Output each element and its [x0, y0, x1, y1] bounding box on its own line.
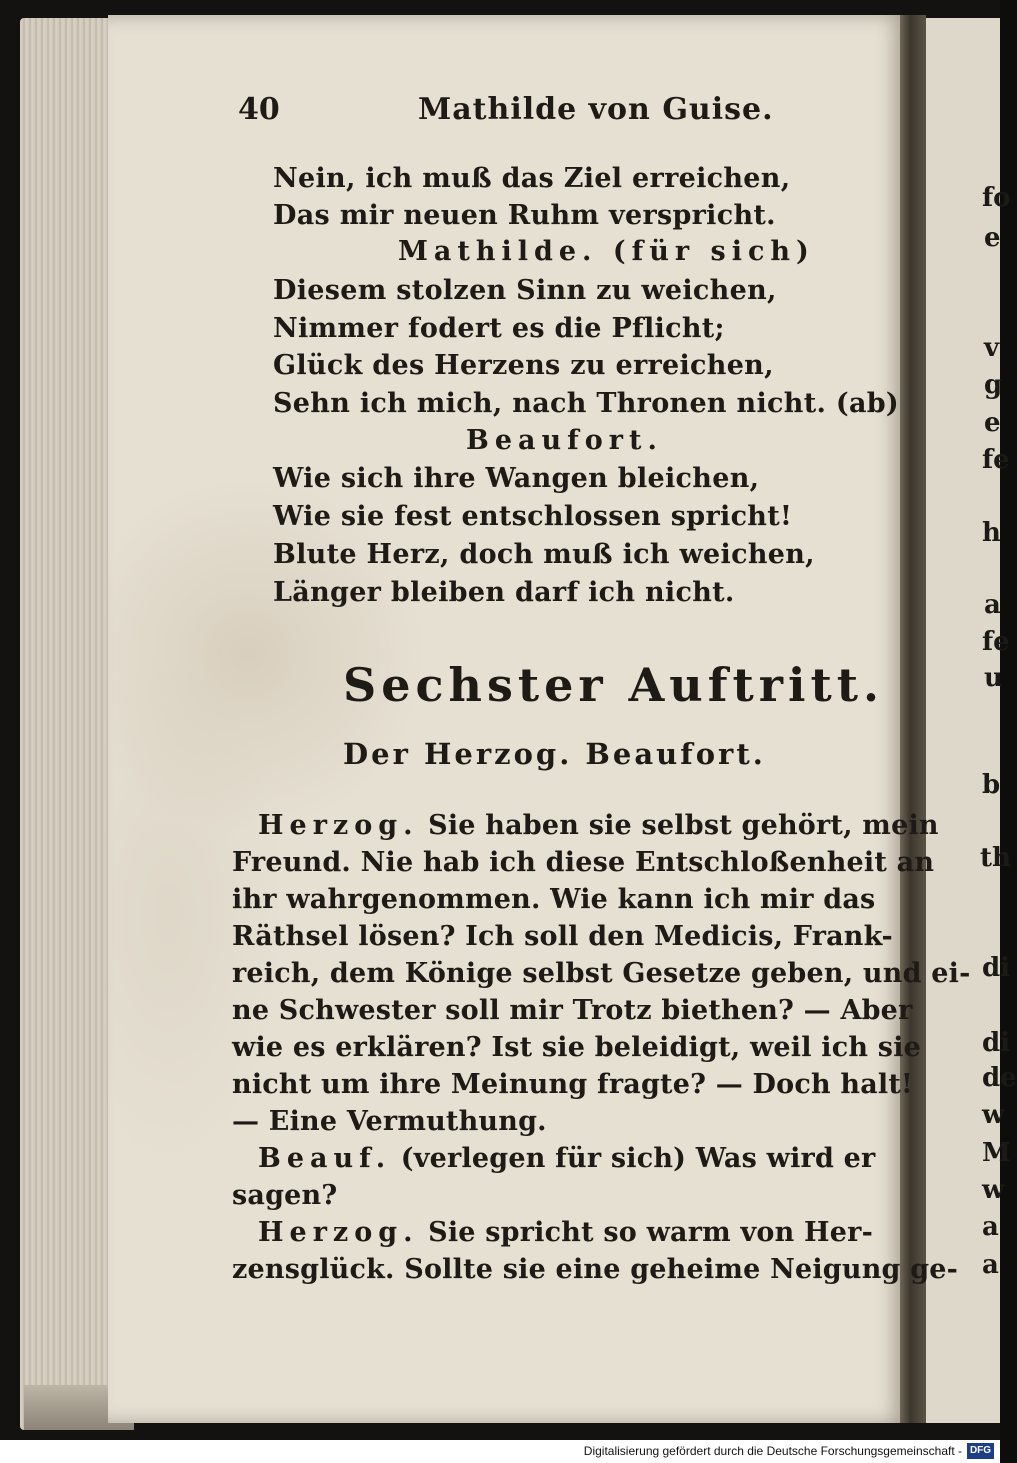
dfg-logo: DFG — [967, 1443, 994, 1459]
prose-text: ihr wahrgenommen. Wie kann ich mir das — [232, 884, 876, 915]
right-page-fragment — [926, 18, 1017, 1423]
prose-text: — Eine Vermuthung. — [232, 1106, 547, 1137]
prose-text: wie es erklären? Ist sie beleidigt, weil ich sie — [232, 1032, 922, 1063]
scene-persons: Der Herzog. Beaufort. — [343, 737, 766, 771]
prose-line — [258, 810, 939, 841]
page-number: 40 — [238, 92, 280, 127]
verse-line: Glück des Herzens zu erreichen, — [273, 350, 774, 381]
verse-line: Sehn ich mich, nach Thronen nicht. (ab) — [273, 388, 900, 419]
verse-line: Nein, ich muß das Ziel erreichen, — [273, 163, 791, 194]
verse-line: Wie sie fest entschlossen spricht! — [273, 501, 793, 532]
prose-text: reich, dem Könige selbst Gesetze geben, und ei- — [232, 958, 971, 989]
right-fragment: fe — [982, 445, 1010, 475]
prose-text: Sie haben sie selbst gehört, mein — [418, 810, 939, 841]
verse-line: Diesem stolzen Sinn zu weichen, — [273, 275, 777, 306]
running-title: Mathilde von Guise. — [418, 92, 774, 127]
right-fragment: w — [982, 1175, 1005, 1205]
right-fragment: di — [982, 953, 1011, 983]
right-fragment: a — [982, 1250, 999, 1280]
prose-text: Sie spricht so warm von Her- — [418, 1217, 873, 1248]
prose-text: ne Schwester soll mir Trotz biethen? — Aber — [232, 995, 913, 1026]
prose-line — [232, 847, 934, 878]
prose-text: Freund. Nie hab ich diese Entschloßenheit an — [232, 847, 935, 878]
verse-line: Das mir neuen Ruhm verspricht. — [273, 200, 776, 231]
prose-line — [232, 958, 971, 989]
right-fragment: v — [984, 333, 1000, 363]
prose-line — [232, 1106, 547, 1137]
verse-line: Wie sich ihre Wangen bleichen, — [273, 463, 760, 494]
prose-line — [232, 1069, 913, 1100]
book-gutter — [900, 15, 926, 1423]
scene-title: Sechster Auftritt. — [343, 658, 884, 712]
verse-line: Länger bleiben darf ich nicht. — [273, 577, 735, 608]
right-fragment: a — [982, 1212, 999, 1242]
right-fragment: e — [984, 223, 1001, 253]
footer-bar — [0, 1440, 1000, 1463]
prose-speaker: Beauf. — [258, 1143, 392, 1174]
right-fragment: u — [984, 663, 1003, 693]
prose-text: nicht um ihre Meinung fragte? — Doch halt! — [232, 1069, 914, 1100]
right-fragment: fo — [982, 183, 1011, 213]
prose-line — [232, 921, 893, 952]
speaker-mathilde: Mathilde. (für sich) — [398, 236, 815, 267]
right-fragment: w — [982, 1100, 1005, 1130]
verse-line: Blute Herz, doch muß ich weichen, — [273, 539, 815, 570]
prose-speaker: Herzog. — [258, 1217, 419, 1248]
prose-line — [232, 1032, 921, 1063]
prose-line — [232, 995, 913, 1026]
prose-text: sagen? — [232, 1180, 338, 1211]
prose-text: (verlegen für sich) Was wird er — [391, 1143, 876, 1174]
prose-line — [258, 1217, 873, 1248]
prose-line — [232, 884, 875, 915]
right-fragment: b — [982, 770, 1001, 800]
right-fragment: di — [982, 1028, 1011, 1058]
right-fragment: de — [982, 1063, 1017, 1093]
funding-credit: Digitalisierung gefördert durch die Deutsche Forschungsgemeinschaft - — [583, 1444, 962, 1458]
right-fragment: fe — [982, 627, 1010, 657]
right-fragment: e — [984, 408, 1001, 438]
prose-speaker: Herzog. — [258, 810, 419, 841]
prose-line — [232, 1254, 958, 1285]
prose-text: Räthsel lösen? Ich soll den Medicis, Frank- — [232, 921, 893, 952]
right-fragment: h — [982, 518, 1001, 548]
prose-line — [258, 1143, 875, 1174]
right-fragment: a — [984, 590, 1001, 620]
speaker-beaufort: Beaufort. — [466, 425, 663, 456]
verse-line: Nimmer fodert es die Pflicht; — [273, 313, 725, 344]
prose-line — [232, 1180, 337, 1211]
right-fragment: g — [984, 370, 1003, 400]
right-fragment: M — [982, 1138, 1011, 1168]
right-fragment: th — [980, 843, 1011, 873]
prose-text: zensglück. Sollte sie eine geheime Neigung ge- — [232, 1254, 959, 1285]
